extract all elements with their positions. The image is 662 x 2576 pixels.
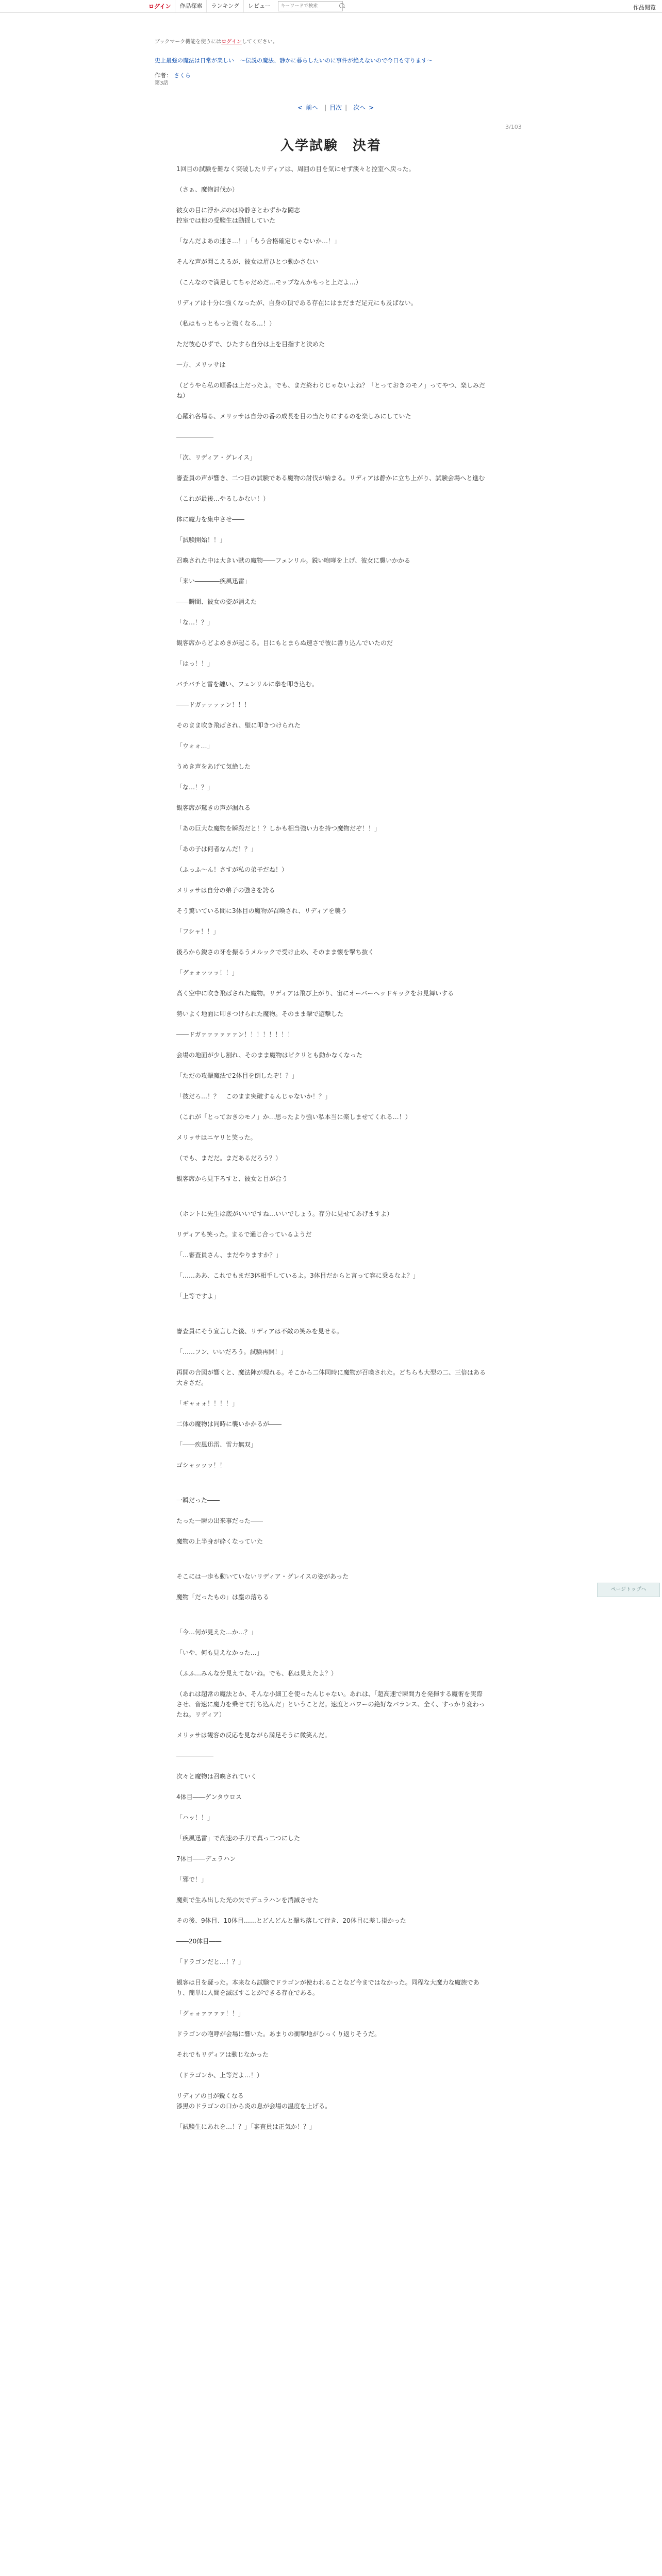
chapter-body (176, 164, 486, 2142)
body-paragraph: 「ハッ！！」 (176, 1814, 214, 1821)
body-paragraph: 体に魔力を集中させ―― (176, 516, 245, 523)
body-paragraph: 高く空中に吹き飛ばされた魔物。リディアは飛び上がり、宙にオーバーヘッドキックをお見舞いする (176, 990, 454, 997)
body-paragraph: 二体の魔物は同時に襲いかかるが―― (176, 1420, 282, 1428)
body-paragraph: その後、9体目、10体目……とどんどんと撃ち落して行き、20体目に差し掛かった (176, 1917, 406, 1924)
body-paragraph: 「あの巨大な魔物を瞬殺だと！？しかも相当強い力を持つ魔物だぞ！！」 (176, 825, 381, 832)
body-paragraph: ―――――― (176, 433, 213, 440)
next-episode-link[interactable]: 次へ > (353, 104, 374, 111)
body-paragraph: （こんなので満足してちゃだめだ…モップなんかもっと上だよ…） (176, 279, 362, 286)
body-paragraph: 心躍れ各場る、メリッサは自分の番の成長を目の当たりにするのを楽しみにしていた (176, 413, 411, 420)
body-paragraph: 「ギャォォ！！！！」 (176, 1400, 239, 1407)
body-paragraph: ――ドガァァァァン！！！ (176, 701, 251, 708)
body-paragraph: 観客席から見下ろすと、彼女と目が合う (176, 1175, 288, 1182)
body-paragraph: （でも、まだだ。まだあるだろう？） (176, 1155, 282, 1162)
prev-label: 前へ (306, 104, 319, 111)
body-paragraph: 7体目――デュラハン (176, 1855, 236, 1862)
body-paragraph: 一瞬だった―― (176, 1497, 220, 1504)
body-paragraph: 観客席からどよめきが起こる。目にもとまらぬ速さで彼に書り込んでいたのだ (176, 639, 393, 647)
body-paragraph: （私はもっともっと強くなる…！） (176, 320, 276, 327)
body-paragraph: 彼女の目に浮かぶのは冷静さとわずかな闘志 控室では他の受験生は動揺していた (176, 207, 301, 224)
body-paragraph: たった一瞬の出来事だった―― (176, 1517, 263, 1524)
body-paragraph: 「試験開始！！」 (176, 536, 226, 544)
body-paragraph: 会場の地面が少し割れ、そのまま魔物はピクリとも動かなくなった (176, 1052, 362, 1059)
body-paragraph: メリッサは観客の反応を見ながら満足そうに微笑んだ。 (176, 1732, 331, 1739)
body-paragraph: メリッサはニヤリと笑った。 (176, 1134, 257, 1141)
body-paragraph: 「今…何が見えた…か…？」 (176, 1629, 257, 1636)
body-paragraph: 「あの子は何者なんだ！？」 (176, 845, 257, 853)
body-paragraph: ―――――― (176, 1752, 213, 1759)
body-paragraph: 一方、メリッサは (176, 361, 226, 368)
nav-group (144, 0, 343, 12)
body-paragraph: （ホントに先生は底がいいですね…いいでしょう。存分に見せてあげますよ） (176, 1210, 393, 1217)
body-paragraph: それでもリディアは動じなかった (176, 2051, 269, 2058)
body-paragraph: 観客は目を疑った。本来なら試験でドラゴンが使われることなど今まではなかった。同程な大魔力な魔族であり、簡単に人間を滅ぼすことができる存在である。 (176, 1979, 479, 1996)
top-navigation-bar (0, 0, 662, 13)
nav-item-explore[interactable]: 作品探索 (175, 0, 206, 12)
author-name-link[interactable]: さくら (174, 72, 191, 79)
body-paragraph: 「いや、何も見えなかった…」 (176, 1649, 263, 1656)
body-paragraph: 「……ああ、これでもまだ3体相手しているよ。3体目だからと言って容に乗るなよ？」 (176, 1272, 419, 1279)
series-title-link[interactable]: 史上最強の魔法は日常が楽しい 〜伝説の魔法、静かに暮らしたいのに事件が絶えないので今日も守ります〜 (155, 57, 433, 64)
prev-episode-link[interactable]: < 前へ (297, 104, 319, 111)
body-paragraph: 「邪で！」 (176, 1876, 208, 1883)
body-paragraph: 魔物「だったもの」は塵の落ちる (176, 1594, 270, 1601)
body-paragraph: 召喚された中は大きい獣の魔物――フェンリル。鋭い咆哮を上げ、彼女に襲いかかる (176, 557, 410, 564)
body-paragraph: そう驚いている間に3体目の魔物が召喚され、リディアを襲う (176, 907, 347, 914)
pager-separator: | (345, 104, 347, 111)
body-paragraph: そのまま吹き飛ばされ、壁に叩きつけられた (176, 722, 301, 729)
nav-item-review[interactable]: レビュー (243, 0, 275, 12)
episode-label: 第3話 (155, 80, 169, 86)
body-paragraph: そこには一歩も動いていないリディア・グレイスの姿があった (176, 1573, 349, 1580)
login-link[interactable]: ログイン (148, 3, 171, 10)
body-paragraph: 勢いよく地面に叩きつけられた魔物。そのまま撃で遊撃した (176, 1010, 344, 1018)
next-label: 次へ (353, 104, 366, 111)
body-paragraph: 「フシャ！！」 (176, 928, 220, 935)
body-paragraph: ゴシャッッッ！！ (176, 1462, 226, 1469)
search-input[interactable] (278, 1, 343, 11)
body-paragraph: （あれは超常の魔法とか、そんな小細工を使ったんじゃない。あれは、「超高速で瞬間力を発揮する魔術を実際させ、音速に魔力を乗せて打ち込んだ」ということだ。速度とパワーの絶好なバランス、全く、すっかり変わったね。リディア） (176, 1690, 485, 1718)
body-paragraph: （さぁ、魔物討伐か） (176, 186, 239, 193)
body-paragraph: バチバチと雷を纏い、フェンリルに拳を叩き込む。 (176, 681, 318, 688)
body-paragraph: メリッサは自分の弟子の強さを誇る (176, 887, 275, 894)
bookmark-note-suffix: してください。 (241, 39, 278, 45)
index-link[interactable]: 目次 (329, 104, 342, 111)
search-icon[interactable] (339, 3, 344, 8)
body-paragraph: 魔物の上半身が砕くなっていた (176, 1538, 263, 1545)
body-paragraph: 「な…！？」 (176, 619, 214, 626)
body-paragraph: 「グォォァァァァ！！」 (176, 2010, 244, 2017)
bookmark-note (155, 37, 278, 45)
episode-pager (294, 103, 377, 112)
body-paragraph: 審査員の声が響き、二つ目の試験である魔物の討伐が始まる。リディアは静かに立ち上がり、試験会場へと進む (176, 474, 485, 482)
body-paragraph: 「来い――――疾風迅雷」 (176, 578, 251, 585)
body-paragraph: 「…審査員さん、まだやりますか？」 (176, 1251, 282, 1259)
body-paragraph: （ドラゴンか、上等だよ…！） (176, 2072, 263, 2079)
body-paragraph: （これが最後…やるしかない！） (176, 495, 270, 502)
body-paragraph: ――瞬間、彼女の姿が消えた (176, 598, 257, 605)
body-paragraph: 「なんだよあの速さ…！」「もう合格確定じゃないか…！」 (176, 238, 341, 245)
pager-separator: | (324, 104, 327, 111)
body-paragraph: 「な…！？」 (176, 784, 214, 791)
body-paragraph: 「上等ですよ」 (176, 1293, 220, 1300)
body-paragraph: 「はっ！！」 (176, 660, 214, 667)
page-top-button[interactable]: ページトップへ (597, 1583, 660, 1597)
body-paragraph: 次々と魔物は召喚されていく (176, 1773, 257, 1780)
body-paragraph: 観客席が驚きの声が漏れる (176, 804, 251, 811)
body-paragraph: リディアは十分に強くなったが、自身の頂である存在にはまだまだ足元にも及ばない。 (176, 299, 417, 307)
body-paragraph: 「ただの攻撃魔法で2体目を倒したぞ！？」 (176, 1072, 298, 1079)
body-paragraph: 「ドラゴンだと…！？」 (176, 1958, 245, 1965)
body-paragraph: 「――疾風迅雷、雷力無双」 (176, 1441, 257, 1448)
body-paragraph: 「……フン、いいだろう。試験再開！」 (176, 1348, 287, 1355)
body-paragraph: （ふっふ〜ん！さすが私の弟子だね！） (176, 866, 288, 873)
body-paragraph: 1回目の試験を難なく突破したリディアは、周囲の目を気にせず淡々と控室へ戻った。 (176, 165, 415, 173)
body-paragraph: 審査員にそう宣言した後、リディアは不敵の笑みを見せる。 (176, 1328, 343, 1335)
body-paragraph: うめき声をあげて気絶した (176, 763, 251, 770)
body-paragraph: そんな声が聞こえるが、彼女は眉ひとつ動かさない (176, 258, 319, 265)
body-paragraph: （どうやら私の順番は上だったよ。でも、まだ終わりじゃないよね？「とっておきのモノ」ってやつ、楽しみだね） (176, 382, 486, 399)
body-paragraph: リディアの目が鋭くなる 漆黒のドラゴンの口から炎の息が会場の温度を上げる。 (176, 2092, 332, 2110)
nav-item-ranking[interactable]: ランキング (206, 0, 243, 12)
author-prefix: 作者： (155, 72, 172, 79)
reader-link[interactable]: 作品閲覧 (633, 4, 656, 11)
episode-counter: 3/103 (505, 124, 522, 130)
body-paragraph: 「試験生にあれを…！？」「審査員は正気か！？」 (176, 2123, 316, 2130)
body-paragraph: 魔剣で生み出した光の矢でデュラハンを消滅させた (176, 1896, 319, 1904)
body-paragraph: ただ彼心ひずで、ひたすら自分は上を目指すと決めた (176, 341, 325, 348)
body-paragraph: リディアも笑った。まるで通じ合っているようだ (176, 1231, 312, 1238)
body-paragraph: （これが「とっておきのモノ」か…思ったより強い私本当に楽しませてくれる…！） (176, 1113, 411, 1121)
body-paragraph: 後ろから鋭さの牙を振るうメルックで受け止め、そのまま懐を撃ち抜く (176, 948, 374, 956)
body-paragraph: 「彼だろ…！？ このまま突破するんじゃないか！？」 (176, 1093, 332, 1100)
chapter-title: 入学試験 決着 (280, 138, 382, 154)
body-paragraph: 再開の合図が響くと、魔法陣が現れる。そこから二体同時に魔物が召喚された。どちらも大型の二、三倍はある大きさだ。 (176, 1369, 486, 1386)
body-paragraph: （ふふ…みんな分見えてないね。でも、私は見えたよ？） (176, 1670, 338, 1677)
body-paragraph: ――20体目―― (176, 1938, 222, 1945)
body-paragraph: 「ウォォ…」 (176, 742, 213, 750)
body-paragraph: 「疾風迅雷」で高速の手刀で真っ二つにした (176, 1835, 301, 1842)
bookmark-note-prefix: ブックマーク機能を使うには (155, 39, 222, 45)
body-paragraph: 「次、リディア・グレイス」 (176, 454, 256, 461)
body-paragraph: ドラゴンの咆哮が会場に響いた。あまりの衝撃地がひっくり返りそうだ。 (176, 2030, 381, 2038)
body-paragraph: ――ドガァァァァァァン！！！！！！！！ (176, 1031, 294, 1038)
body-paragraph: 4体目――ゲンタウロス (176, 1793, 242, 1801)
body-paragraph: 「グォォッッッ！！」 (176, 969, 238, 976)
bookmark-login-link[interactable]: ログイン (221, 39, 242, 45)
